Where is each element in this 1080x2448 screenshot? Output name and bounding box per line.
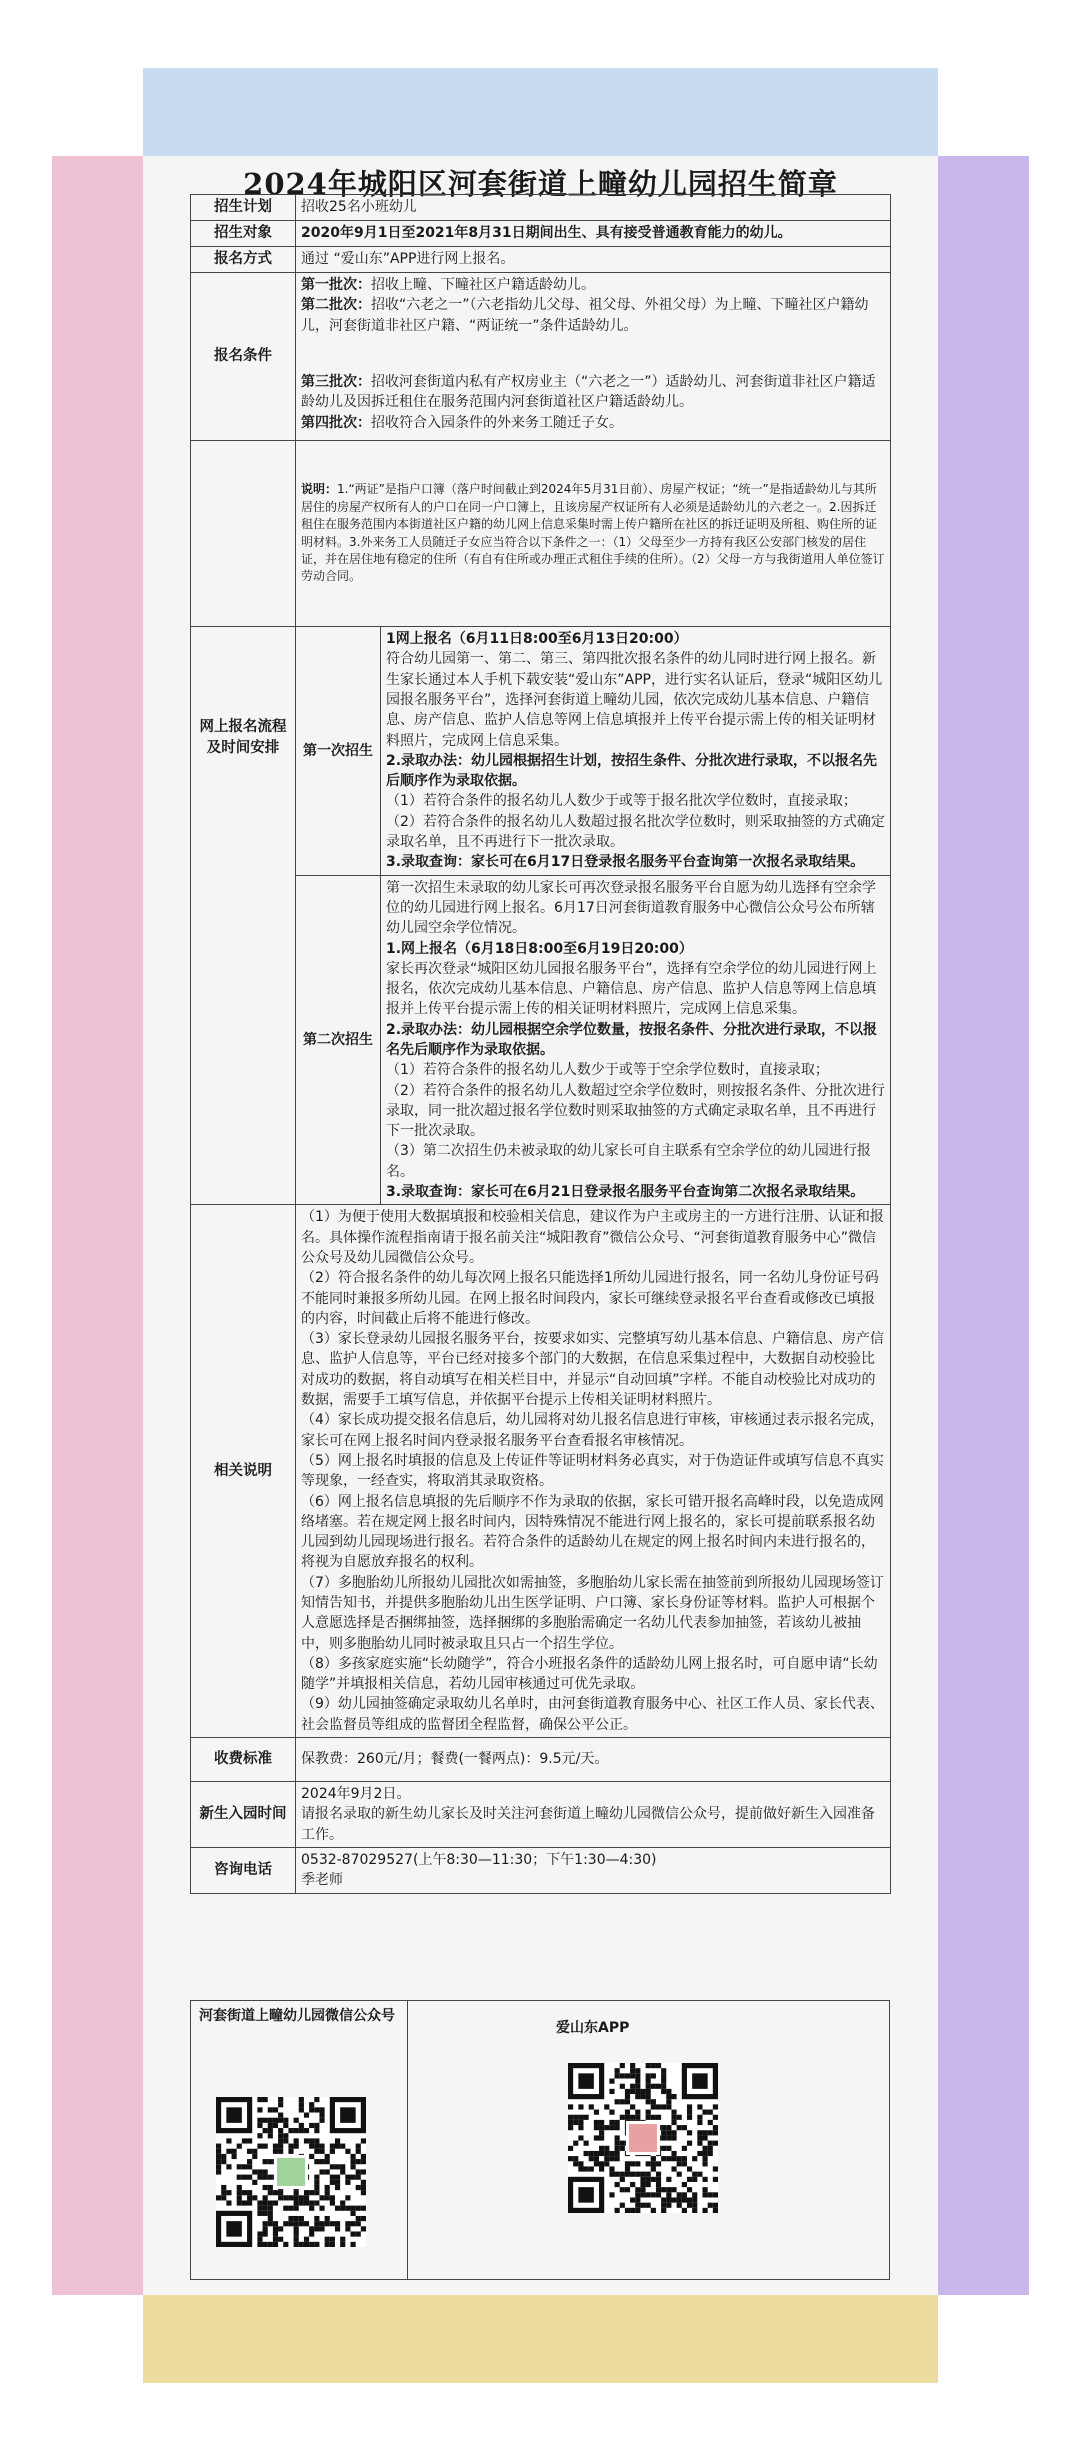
row-second-round bbox=[191, 875, 891, 1205]
related-item: （3）家长登录幼儿园报名服务平台，按要求如实、完整填写幼儿基本信息、户籍信息、房产信息、监护人信息等，平台已经对接多个部门的大数据，在信息采集过程中，大数据自动校验比对成功的数据，将自动填写在相关栏目中，并显示“自动回填”字样。不能自动校验比对成功的数据，需要手工填写信息，并依据平台提示上传相关证明材料照片。 bbox=[301, 1331, 884, 1409]
related-content bbox=[296, 1205, 891, 1738]
batch-2: 第二批次：招收“六老之一”（六老指幼儿父母、祖父母、外祖父母）为上疃、下疃社区户籍幼儿，河套街道非社区户籍、“两证统一”条件适龄幼儿。 bbox=[301, 297, 869, 334]
second-round-label: 第二次招生 bbox=[296, 875, 381, 1205]
related-item: （1）为便于使用大数据填报和校验相关信息，建议作为户主或房主的一方进行注册、认证和报名。具体操作流程指南请于报名前关注“城阳教育”微信公众号、“河套街道教育服务中心”微信公众号及幼儿园微信公众号。 bbox=[301, 1209, 884, 1266]
app-qr-title: 爱山东APP bbox=[556, 2020, 630, 2036]
method-label: 报名方式 bbox=[191, 247, 296, 273]
row-enroll bbox=[191, 1782, 891, 1848]
fee-label: 收费标准 bbox=[191, 1738, 296, 1782]
related-item: （9）幼儿园抽签确定录取幼儿名单时，由河套街道教育服务中心、社区工作人员、家长代表、社会监督员等组成的监督团全程监督，确保公平公正。 bbox=[301, 1696, 884, 1733]
batch-1: 第一批次：招收上疃、下疃社区户籍适龄幼儿。 bbox=[301, 277, 595, 294]
method-value: 通过 “爱山东”APP进行网上报名。 bbox=[296, 247, 891, 273]
conditions-label: 报名条件 bbox=[191, 273, 296, 441]
target-value: 2020年9月1日至2021年8月31日期间出生、具有接受普通教育能力的幼儿。 bbox=[296, 221, 891, 247]
decor-band-top bbox=[143, 68, 938, 156]
related-item: （4）家长成功提交报名信息后，幼儿园将对幼儿报名信息进行审核，审核通过表示报名完成，家长可在网上报名时间内登录报名服务平台查看报名审核情况。 bbox=[301, 1412, 884, 1449]
row-plan bbox=[191, 195, 891, 221]
row-target bbox=[191, 221, 891, 247]
phone-label: 咨询电话 bbox=[191, 1847, 296, 1893]
first-round-content: 1网上报名（6月11日8:00至6月13日20:00） 符合幼儿园第一、第二、第三、第四批次报名条件的幼儿同时进行网上报名。新生家长通过本人手机下载安装“爱山东”APP，进行实名认证后，登录“城阳区幼儿园报名服务平台”，选择河套街道上疃幼儿园，依次完成幼儿基本信息、户籍信息、房产信息、监护人信息等网上信息填报并上传平台提示需上传的相关证明材料照片，完成网上信息采集。 2.录取办法：幼儿园根据招生计划，按招生条件、分批次进行录取，不以报名先后顺序作为录取依据。 （1）若符合条件的报名幼儿人数少于或等于报名批次学位数时，直接录取； （2）若符合条件的报名幼儿人数超过报名批次学位数时，则采取抽签的方式确定录取名单，且不再进行下一批次录取。 3.录取查询：家长可在6月17日登录报名服务平台查询第一次报名录取结果。 bbox=[381, 627, 891, 876]
plan-value: 招收25名小班幼儿 bbox=[296, 195, 891, 221]
related-label: 相关说明 bbox=[191, 1205, 296, 1738]
qr-cell-app bbox=[408, 2001, 890, 2280]
decor-band-left bbox=[52, 156, 143, 2295]
batch-3: 第三批次：招收河套街道内私有产权房业主（“六老之一”）适龄幼儿、河套街道非社区户籍适龄幼儿及因拆迁租住在服务范围内河套街道社区户籍适龄幼儿。 bbox=[301, 373, 876, 411]
enrollment-table bbox=[190, 194, 891, 1894]
row-phone bbox=[191, 1847, 891, 1893]
related-item: （5）网上报名时填报的信息及上传证件等证明材料务必真实，对于伪造证件或填写信息不真实等现象，一经查实，将取消其录取资格。 bbox=[301, 1452, 884, 1490]
related-item: （8）多孩家庭实施“长幼随学”，符合小班报名条件的适龄幼儿网上报名时，可自愿申请“长幼随学”并填报相关信息，若幼儿园审核通过可优先录取。 bbox=[301, 1655, 878, 1693]
row-conditions bbox=[191, 273, 891, 441]
decor-band-bottom bbox=[143, 2295, 938, 2383]
related-item: （6）网上报名信息填报的先后顺序不作为录取的依据，家长可错开报名高峰时段，以免造成网络堵塞。若在规定网上报名时间内，因特殊情况不能进行网上报名的，家长可提前联系报名幼儿园到幼儿园现场进行报名。若符合条件的适龄幼儿在规定的网上报名时间内未进行报名的，将视为自愿放弃报名的权利。 bbox=[301, 1493, 884, 1571]
document-title: 2024年城阳区河套街道上疃幼儿园招生简章 bbox=[243, 167, 838, 201]
process-label: 网上报名流程及时间安排 bbox=[191, 627, 296, 1205]
plan-label: 招生计划 bbox=[191, 195, 296, 221]
related-item: （7）多胞胎幼儿所报幼儿园批次如需抽签，多胞胎幼儿家长需在抽签前到所报幼儿园现场签订知情告知书，并提供多胞胎幼儿出生医学证明、户口簿、家长身份证等材料。监护人可根据个人意愿选择是否捆绑抽签，选择捆绑的多胞胎需确定一名幼儿代表参加抽签，若该幼儿被抽中，则多胞胎幼儿同时被录取且只占一个招生学位。 bbox=[301, 1574, 884, 1652]
conditions-value bbox=[296, 273, 891, 441]
row-fee bbox=[191, 1738, 891, 1782]
first-round-label: 第一次招生 bbox=[296, 627, 381, 876]
fee-value: 保教费：260元/月；餐费(一餐两点)：9.5元/天。 bbox=[296, 1738, 891, 1782]
row-related bbox=[191, 1205, 891, 1738]
wechat-qr-code-icon bbox=[216, 2097, 366, 2247]
phone-value: 0532-87029527(上午8:30—11:30；下午1:30—4:30) 季老师 bbox=[296, 1847, 891, 1893]
wechat-qr-title: 河套街道上疃幼儿园微信公众号 bbox=[199, 2008, 395, 2024]
app-qr-code-icon bbox=[568, 2063, 718, 2213]
batch-4: 第四批次：招收符合入园条件的外来务工随迁子女。 bbox=[301, 414, 623, 431]
row-first-round bbox=[191, 627, 891, 876]
note-label-blank bbox=[191, 441, 296, 627]
qr-section bbox=[190, 2000, 890, 2280]
note-value: 说明：1.“两证”是指户口簿（落户时间截止到2024年5月31日前）、房屋产权证；“统一”是指适龄幼儿与其所居住的房屋产权所有人的户口在同一户口簿上，且该房屋产权证所有人必须是适龄幼儿的六老之一。2.因拆迁租住在服务范围内本街道社区户籍的幼儿网上信息采集时需上传户籍所在社区的拆迁证明及所租、购住所的证明材料。3.外来务工人员随迁子女应当符合以下条件之一：（1）父母至少一方持有我区公安部门核发的居住证，并在居住地有稳定的住所（有自有住所或办理正式租住手续的住所）。（2）父母一方与我街道用人单位签订劳动合同。 bbox=[296, 441, 891, 627]
second-round-content: 第一次招生未录取的幼儿家长可再次登录报名服务平台自愿为幼儿选择有空余学位的幼儿园进行网上报名。6月17日河套街道教育服务中心微信公众号公布所辖幼儿园空余学位情况。 1.网上报名（6月18日8:00至6月19日20:00） 家长再次登录“城阳区幼儿园报名服务平台”，选择有空余学位的幼儿园进行网上报名，依次完成幼儿基本信息、户籍信息、房产信息、监护人信息等网上信息填报并上传平台提示需上传的相关证明材料照片，完成网上信息采集。 2.录取办法：幼儿园根据空余学位数量，按报名条件、分批次进行录取，不以报名先后顺序作为录取依据。 （1）若符合条件的报名幼儿人数少于或等于空余学位数时，直接录取； （2）若符合条件的报名幼儿人数超过空余学位数时，则按报名条件、分批次进行录取，同一批次超过报名学位数时则采取抽签的方式确定录取名单，且不再进行下一批次录取。 （3）第二次招生仍未被录取的幼儿家长可自主联系有空余学位的幼儿园进行报名。 3.录取查询：家长可在6月21日登录报名服务平台查询第二次报名录取结果。 bbox=[381, 875, 891, 1205]
row-note bbox=[191, 441, 891, 627]
row-method bbox=[191, 247, 891, 273]
decor-band-right bbox=[938, 156, 1029, 2295]
enroll-label: 新生入园时间 bbox=[191, 1782, 296, 1848]
target-label: 招生对象 bbox=[191, 221, 296, 247]
related-item: （2）符合报名条件的幼儿每次网上报名只能选择1所幼儿园进行报名，同一名幼儿身份证号码不能同时兼报多所幼儿园。在网上报名时间段内，家长可继续登录报名平台查看或修改已填报的内容，时间截止后将不能进行修改。 bbox=[301, 1270, 879, 1327]
qr-cell-wechat bbox=[191, 2001, 408, 2280]
enroll-value: 2024年9月2日。 请报名录取的新生幼儿家长及时关注河套街道上疃幼儿园微信公众号，提前做好新生入园准备工作。 bbox=[296, 1782, 891, 1848]
